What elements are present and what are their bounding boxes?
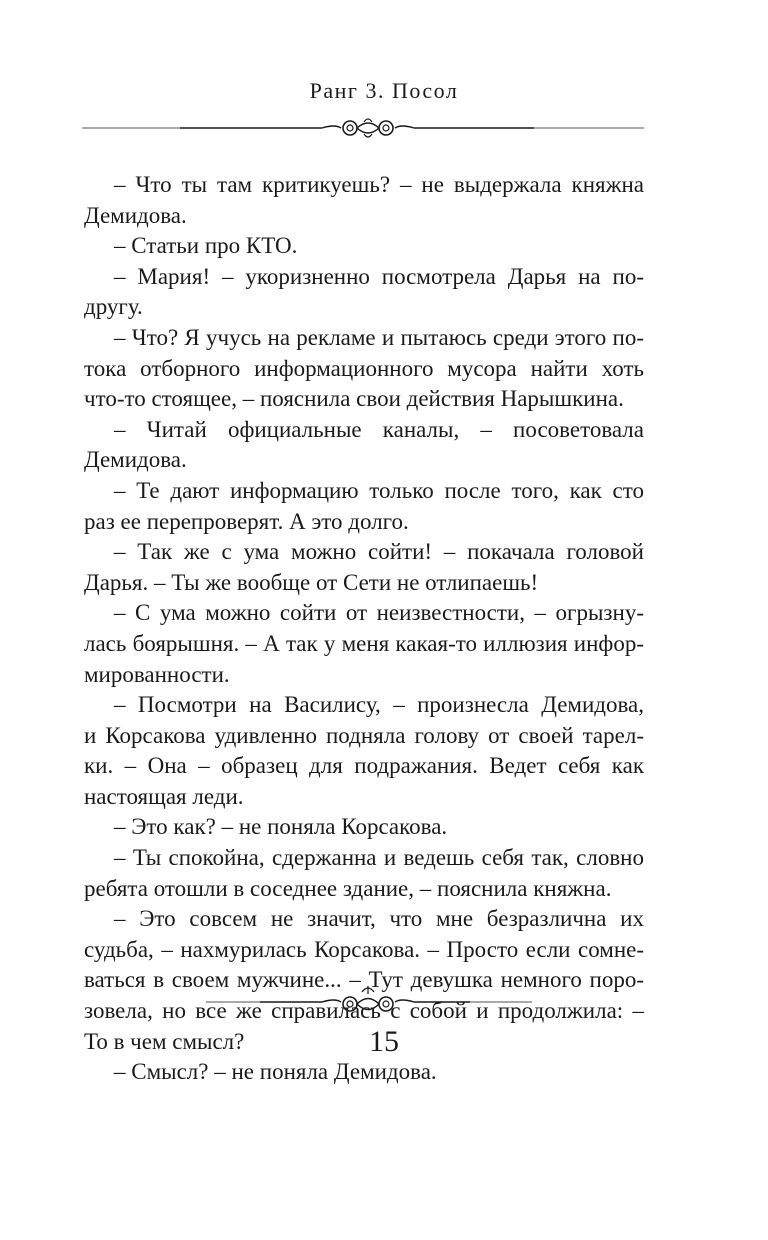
running-head: Ранг 3. Посол (309, 78, 459, 103)
text-line: – Это совсем не значит, что мне безразлична их (114, 906, 644, 932)
text-line: То в чем смысл? (84, 1028, 245, 1054)
text-line: раз ее перепроверят. А это долго. (84, 508, 409, 534)
footer-ornament (0, 984, 768, 1024)
text-line: – Что ты там критикуешь? – не выдержала княжна (114, 172, 644, 197)
text-line: Дарья. – Ты же вообще от Сети не отлипаешь! (84, 569, 539, 595)
text-line: – Ты спокойна, сдержанна и ведешь себя так, словно (114, 845, 644, 871)
text-line: ребята отошли в соседнее здание, – пояснила княжна. (84, 875, 612, 901)
text-line: – Мария! – укоризненно посмотрела Дарья на по- (114, 263, 644, 289)
text-line: другу. (84, 294, 143, 320)
text-line: – Те дают информацию только после того, как сто (114, 477, 644, 503)
text-line: – Статьи про КТО. (114, 233, 298, 259)
text-line: что-то стоящее, – пояснила свои действия Нарышкина. (84, 386, 624, 412)
text-line: ки. – Она – образец для подражания. Ведет себя как (84, 753, 644, 779)
page-number: 15 (369, 1025, 399, 1058)
text-line: – Читай официальные каналы, – посоветовала (114, 416, 644, 442)
text-line: – С ума можно сойти от неизвестности, – огрызну- (114, 600, 644, 626)
text-line: – Это как? – не поняла Корсакова. (114, 814, 448, 840)
text-line: ваться в своем мужчине... – Тут девушка немного поро- (84, 967, 644, 993)
text-line: – Что? Я учусь на рекламе и пытаюсь среди этого по- (114, 324, 644, 350)
text-line: зовела, но все же справилась с собой и продолжила: – (84, 998, 644, 1024)
text-line: Демидова. (84, 447, 187, 473)
text-line: настоящая леди. (84, 783, 244, 809)
text-line: Демидова. (84, 202, 187, 228)
text-line: и Корсакова удивленно подняла голову от своей тарел- (84, 722, 644, 748)
text-line: – Смысл? – не поняла Демидова. (114, 1059, 437, 1085)
text-line: тока отборного информационного мусора найти хоть (84, 355, 644, 381)
text-line: судьба, – нахмурилась Корсакова. – Просто если сомне- (84, 936, 644, 962)
body-text (84, 170, 644, 1088)
text-line: лась боярышня. – А так у меня какая-то иллюзия инфор- (84, 630, 644, 656)
text-line: – Посмотри на Василису, – произнесла Демидова, (114, 692, 644, 718)
header-ornament (0, 114, 768, 148)
text-line: мированности. (84, 661, 230, 687)
text-line: – Так же с ума можно сойти! – покачала головой (114, 539, 644, 565)
